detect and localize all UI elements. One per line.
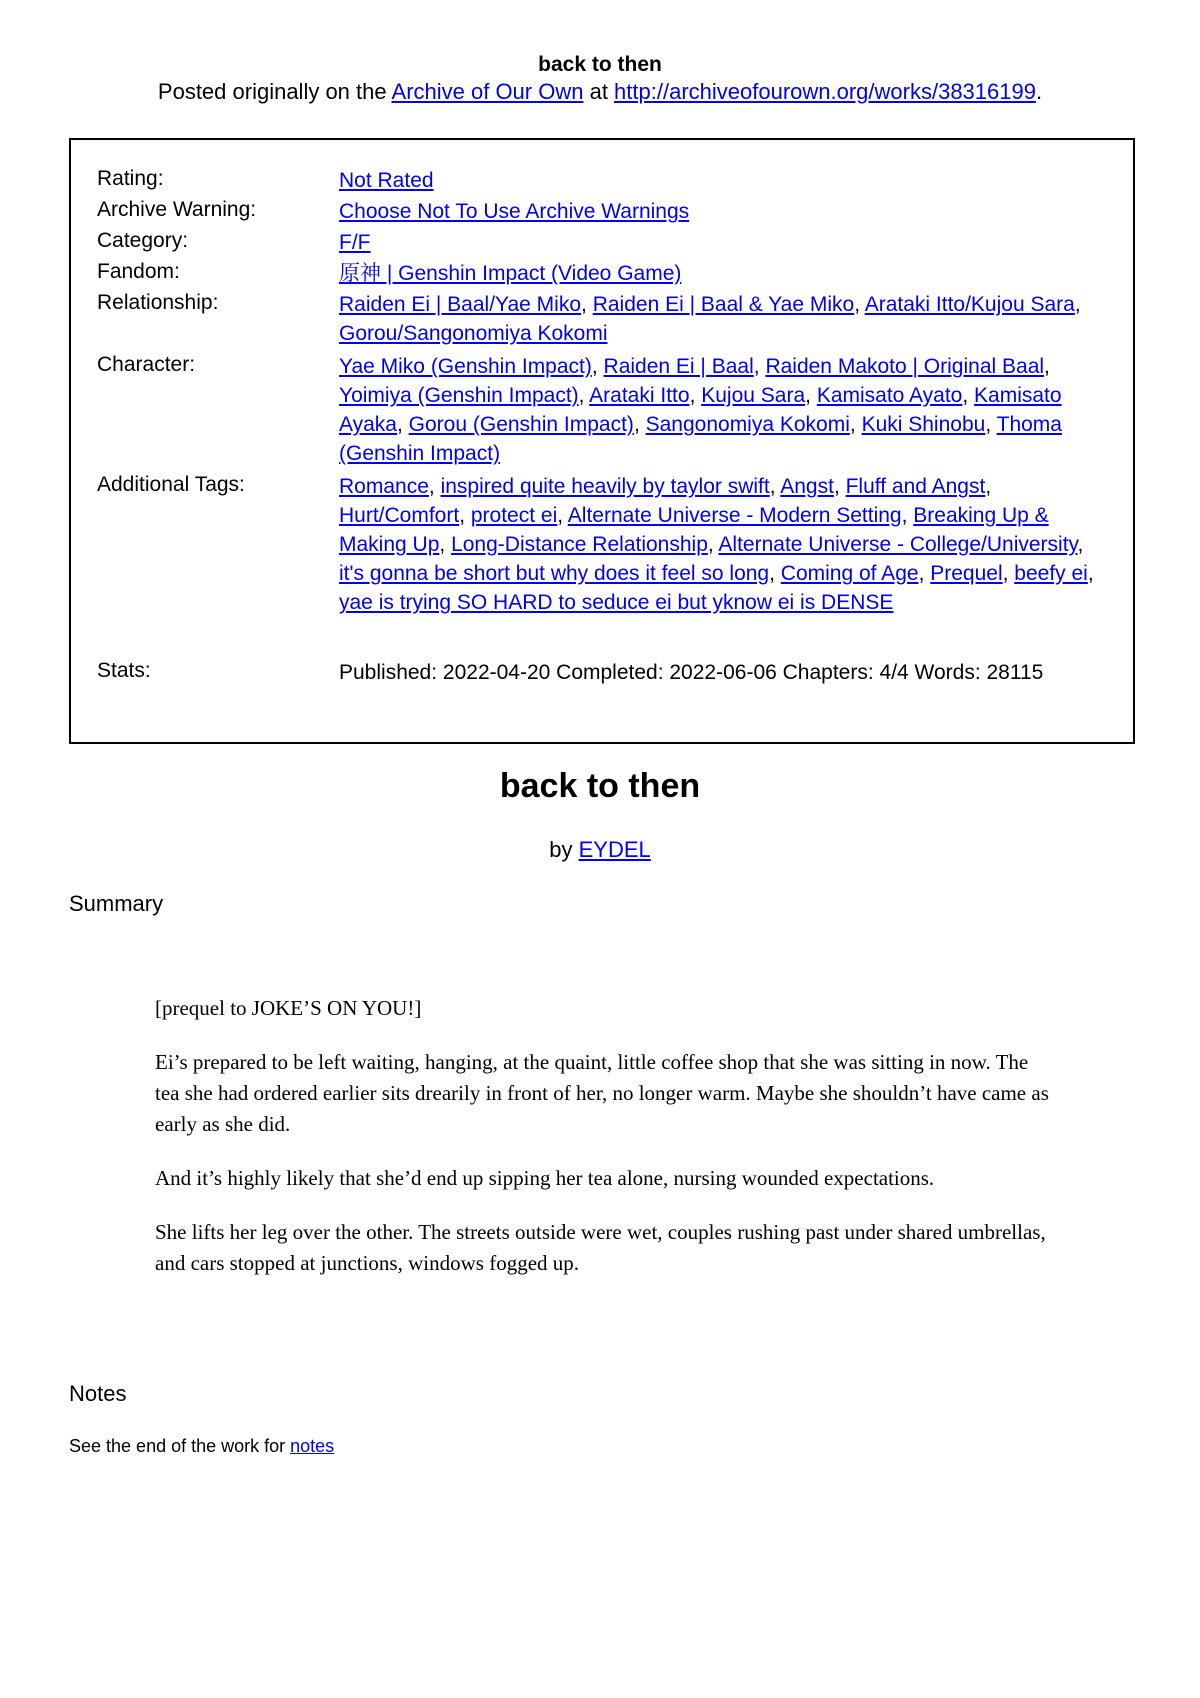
tag-link[interactable]: Fluff and Angst [845, 475, 986, 498]
byline [0, 837, 1200, 863]
posted-line [0, 78, 1200, 106]
tags-list: Romance, inspired quite heavily by taylor swift, Angst, Fluff and Angst, Hurt/Comfort, protect ei, Alternate Universe - Modern Setting, Breaking Up & Making Up, Long-Distance Relationship, Alternate Universe - College/University, it's gonna be short but why does it feel so long, Coming of Age, Prequel, beefy ei, yae is trying SO HARD to seduce ei but yknow ei is DENSE [339, 475, 1094, 614]
character-link[interactable]: Kamisato Ayaka [339, 384, 1062, 436]
archive-link[interactable]: Archive of Our Own [391, 79, 584, 104]
notes-heading: Notes [69, 1381, 127, 1406]
category-label: Category: [97, 229, 189, 252]
fandom-label: Fandom: [97, 260, 180, 283]
fandom-link[interactable]: 原神 | Genshin Impact (Video Game) [339, 262, 682, 285]
tag-link[interactable]: yae is trying SO HARD to seduce ei but yknow ei is DENSE [339, 591, 894, 614]
relationship-link[interactable]: Raiden Ei | Baal & Yae Miko [592, 293, 855, 316]
character-link[interactable]: Gorou (Genshin Impact) [408, 413, 634, 436]
summary-body [155, 993, 1055, 1302]
tag-link[interactable]: Romance [339, 475, 429, 498]
posted-prefix: Posted originally on the [157, 79, 392, 104]
warning-label: Archive Warning: [97, 198, 257, 221]
notes-link[interactable]: notes [290, 1436, 335, 1456]
document-header [0, 52, 1200, 106]
by-text: by [549, 837, 579, 862]
notes-text: See the end of the work for [69, 1436, 291, 1456]
tags-label: Additional Tags: [97, 473, 245, 496]
character-label: Character: [97, 353, 196, 376]
metadata-box [69, 138, 1135, 744]
tag-link[interactable]: Alternate Universe - College/University [718, 533, 1078, 556]
character-link[interactable]: Yae Miko (Genshin Impact) [339, 355, 592, 378]
tag-link[interactable]: Long-Distance Relationship [451, 533, 708, 556]
author-link[interactable]: EYDEL [578, 837, 651, 862]
header-title: back to then [538, 53, 662, 76]
posted-end: . [1035, 79, 1043, 104]
warning-link[interactable]: Choose Not To Use Archive Warnings [339, 200, 690, 223]
summary-paragraph: And it’s highly likely that she’d end up sipping her tea alone, nursing wounded expectations. [155, 1166, 935, 1190]
tag-link[interactable]: Alternate Universe - Modern Setting [567, 504, 902, 527]
character-link[interactable]: Sangonomiya Kokomi [645, 413, 850, 436]
tag-link[interactable]: inspired quite heavily by taylor swift [440, 475, 770, 498]
character-link[interactable]: Yoimiya (Genshin Impact) [339, 384, 579, 407]
summary-paragraph: She lifts her leg over the other. The streets outside were wet, couples rushing past under shared umbrellas, and cars stopped at junctions, windows fogged up. [155, 1220, 1046, 1275]
tag-link[interactable]: it's gonna be short but why does it feel so long [339, 562, 770, 585]
character-link[interactable]: Raiden Makoto | Original Baal [765, 355, 1045, 378]
relationship-link[interactable]: Arataki Itto/Kujou Sara [864, 293, 1075, 316]
relationship-list: Raiden Ei | Baal/Yae Miko, Raiden Ei | Baal & Yae Miko, Arataki Itto/Kujou Sara, Gorou/Sangonomiya Kokomi [339, 293, 1081, 345]
character-link[interactable]: Kuki Shinobu [861, 413, 986, 436]
relationship-link[interactable]: Raiden Ei | Baal/Yae Miko [339, 293, 582, 316]
tag-link[interactable]: Breaking Up & Making Up [339, 504, 1049, 556]
tag-link[interactable]: Angst [780, 475, 834, 498]
rating-link[interactable]: Not Rated [339, 169, 434, 192]
summary-paragraph: Ei’s prepared to be left waiting, hanging, at the quaint, little coffee shop that she was sitting in now. The tea she had ordered earlier sits drearily in front of her, no longer warm. Maybe she shouldn’t have came as early as she did. [155, 1050, 1049, 1136]
relationship-link[interactable]: Gorou/Sangonomiya Kokomi [339, 322, 608, 345]
character-link[interactable]: Thoma (Genshin Impact) [339, 413, 1062, 465]
stats-value: Published: 2022-04-20 Completed: 2022-06-06 Chapters: 4/4 Words: 28115 [339, 661, 1044, 684]
stats-label: Stats: [97, 659, 151, 682]
character-link[interactable]: Arataki Itto [589, 384, 690, 407]
character-list: Yae Miko (Genshin Impact), Raiden Ei | Baal, Raiden Makoto | Original Baal, Yoimiya (Genshin Impact), Arataki Itto, Kujou Sara, Kamisato Ayato, Kamisato Ayaka, Gorou (Genshin Impact), Sangonomiya Kokomi, Kuki Shinobu, Thoma (Genshin Impact) [339, 355, 1062, 465]
at-text: at [583, 79, 615, 104]
notes-line [69, 1436, 334, 1457]
character-link[interactable]: Raiden Ei | Baal [603, 355, 754, 378]
work-url-link[interactable]: http://archiveofourown.org/works/38316199 [614, 79, 1036, 104]
tag-link[interactable]: Coming of Age [780, 562, 919, 585]
rating-label: Rating: [97, 167, 164, 190]
character-link[interactable]: Kamisato Ayato [816, 384, 963, 407]
relationship-label: Relationship: [97, 291, 219, 314]
tag-link[interactable]: protect ei [470, 504, 558, 527]
category-link[interactable]: F/F [339, 231, 371, 254]
summary-heading: Summary [69, 891, 164, 916]
tag-link[interactable]: Prequel [930, 562, 1003, 585]
summary-paragraph: [prequel to JOKE’S ON YOU!] [155, 996, 422, 1020]
character-link[interactable]: Kujou Sara [701, 384, 806, 407]
work-title: back to then [499, 767, 701, 805]
tag-link[interactable]: Hurt/Comfort [339, 504, 460, 527]
tag-link[interactable]: beefy ei [1014, 562, 1088, 585]
